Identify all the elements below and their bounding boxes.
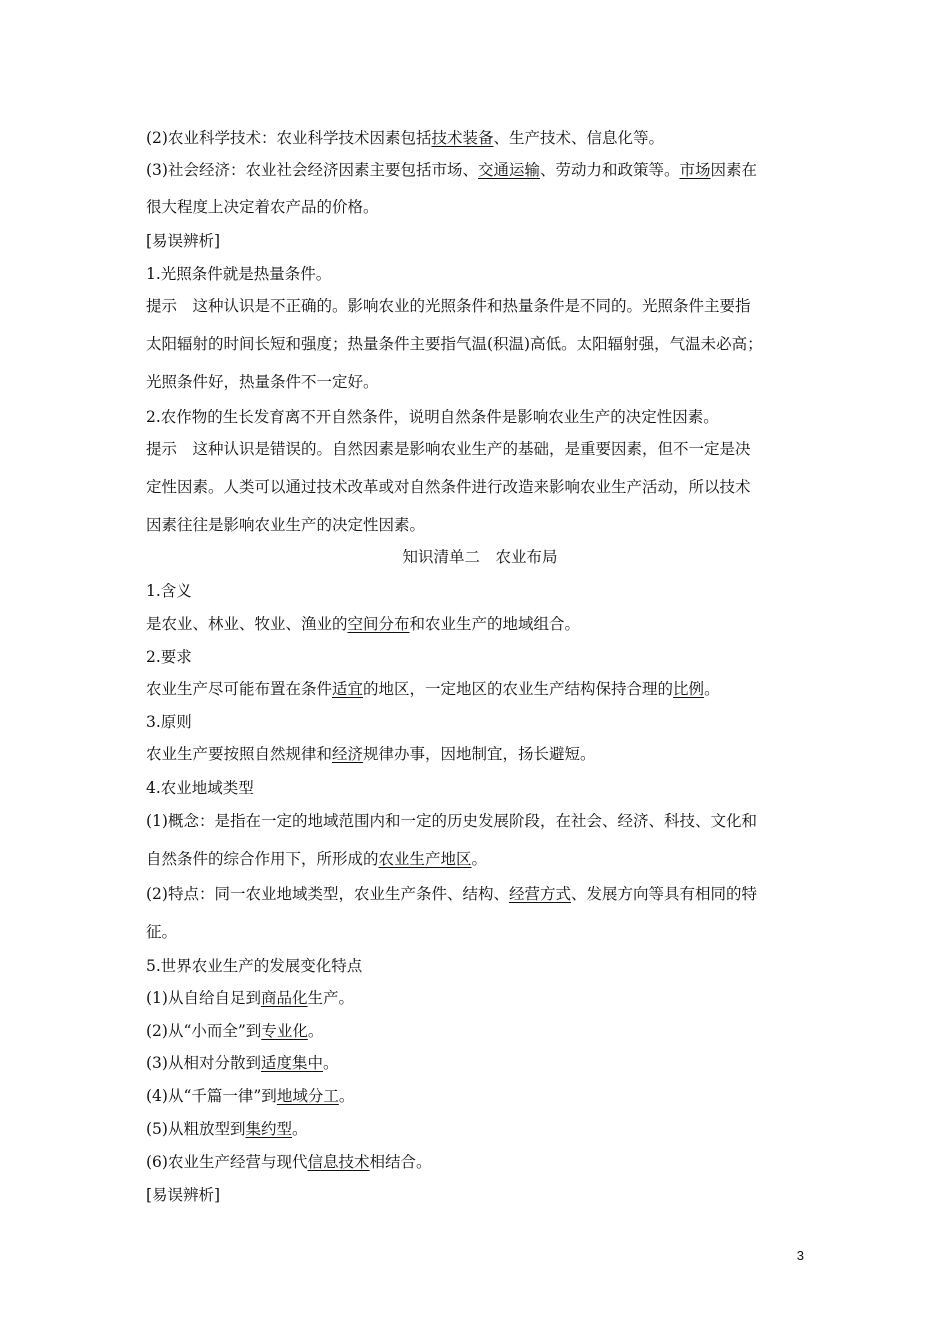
section-title bbox=[146, 547, 814, 567]
text-line bbox=[146, 811, 757, 831]
text-segment: 。 bbox=[471, 850, 488, 868]
text-segment: 定性因素。人类可以通过技术改革或对自然条件进行改造来影响农业生产活动，所以技术 bbox=[146, 478, 751, 496]
text-line bbox=[146, 296, 751, 316]
text-line bbox=[146, 581, 192, 601]
text-segment: 1.含义 bbox=[146, 582, 192, 600]
text-segment: 的地区，一定地区的农业生产结构保持合理的 bbox=[363, 680, 674, 698]
text-segment: 规律办事，因地制宜，扬长避短。 bbox=[363, 745, 596, 763]
text-segment: 、生产技术、信息化等。 bbox=[493, 129, 664, 147]
text-segment: 农业生产尽可能布置在条件 bbox=[146, 680, 333, 698]
text-segment: 5.世界农业生产的发展变化特点 bbox=[146, 957, 363, 975]
text-line bbox=[146, 197, 379, 217]
text-segment: 征。 bbox=[146, 923, 178, 941]
underlined-term: 农业生产地区 bbox=[378, 850, 472, 868]
text-segment: 提示 这种认识是不正确的。影响农业的光照条件和热量条件是不同的。光照条件主要指 bbox=[146, 297, 751, 315]
text-line bbox=[146, 231, 220, 251]
text-segment: (6)农业生产经营与现代 bbox=[146, 1153, 308, 1171]
text-line bbox=[146, 477, 751, 497]
text-segment: 4.农业地域类型 bbox=[146, 779, 254, 797]
text-segment: 生产。 bbox=[307, 989, 354, 1007]
text-segment: 2.农作物的生长发育离不开自然条件，说明自然条件是影响农业生产的决定性因素。 bbox=[146, 408, 719, 426]
text-segment: (5)从粗放型到 bbox=[146, 1120, 246, 1138]
text-line bbox=[146, 778, 254, 798]
underlined-term: 空间分布 bbox=[347, 615, 410, 633]
underlined-term: 适宜 bbox=[332, 680, 364, 698]
text-segment: 2.要求 bbox=[146, 648, 192, 666]
text-line bbox=[146, 1021, 323, 1041]
text-segment: 知识清单二 农业布局 bbox=[402, 548, 558, 566]
underlined-term: 集约型 bbox=[245, 1120, 292, 1138]
underlined-term: 比例 bbox=[673, 680, 705, 698]
text-line bbox=[146, 1053, 339, 1073]
text-segment: 、劳动力和政策等。 bbox=[539, 161, 680, 179]
text-segment: (2)从“小而全”到 bbox=[146, 1022, 262, 1040]
text-line bbox=[146, 744, 596, 764]
text-segment: 太阳辐射的时间长短和强度；热量条件主要指气温(积温)高低。太阳辐射强，气温未必高； bbox=[146, 335, 763, 353]
underlined-term: 经营方式 bbox=[508, 885, 571, 903]
underlined-term: 经济 bbox=[332, 745, 364, 763]
text-segment: 。 bbox=[322, 1054, 339, 1072]
text-line bbox=[146, 1185, 220, 1205]
underlined-term: 适度集中 bbox=[260, 1054, 323, 1072]
text-line bbox=[146, 884, 757, 904]
text-segment: 因素往往是影响农业生产的决定性因素。 bbox=[146, 516, 426, 534]
underlined-term: 技术装备 bbox=[431, 129, 494, 147]
text-line bbox=[146, 647, 192, 667]
text-segment: (1)概念：是指在一定的地域范围内和一定的历史发展阶段，在社会、经济、科技、文化和 bbox=[146, 812, 757, 830]
text-line bbox=[146, 679, 720, 699]
underlined-term: 商品化 bbox=[260, 989, 308, 1007]
text-line bbox=[146, 1152, 432, 1172]
text-segment: 相结合。 bbox=[369, 1153, 432, 1171]
text-line bbox=[146, 160, 757, 180]
text-line bbox=[146, 439, 751, 459]
text-line bbox=[146, 334, 763, 354]
text-line bbox=[146, 372, 379, 392]
text-line bbox=[146, 264, 331, 284]
text-segment: 和农业生产的地域组合。 bbox=[409, 615, 581, 633]
underlined-term: 交通运输 bbox=[477, 161, 540, 179]
text-line bbox=[146, 1086, 354, 1106]
underlined-term: 市场 bbox=[679, 161, 711, 179]
text-segment: [易误辨析] bbox=[146, 232, 221, 250]
text-segment: 农业生产要按照自然规律和 bbox=[146, 745, 333, 763]
text-segment: (2)农业科学技术：农业科学技术因素包括 bbox=[146, 129, 432, 147]
text-line bbox=[146, 712, 192, 732]
text-segment: (3)从相对分散到 bbox=[146, 1054, 261, 1072]
text-segment: [易误辨析] bbox=[146, 1186, 221, 1204]
text-line bbox=[146, 956, 362, 976]
text-line bbox=[146, 515, 425, 535]
text-segment: 3.原则 bbox=[146, 713, 192, 731]
page-number: 3 bbox=[796, 1248, 804, 1263]
text-segment: 很大程度上决定着农产品的价格。 bbox=[146, 198, 379, 216]
text-line bbox=[146, 128, 664, 148]
text-line bbox=[146, 407, 719, 427]
text-segment: 。 bbox=[291, 1120, 308, 1138]
text-segment: (4)从“千篇一律”到 bbox=[146, 1087, 277, 1105]
text-segment: 是农业、林业、牧业、渔业的 bbox=[146, 615, 348, 633]
text-segment: (3)社会经济：农业社会经济因素主要包括市场、 bbox=[146, 161, 478, 179]
text-segment: 。 bbox=[307, 1022, 324, 1040]
text-line bbox=[146, 988, 354, 1008]
text-segment: 。 bbox=[704, 680, 720, 698]
text-segment: 因素在 bbox=[710, 161, 758, 179]
text-segment: 提示 这种认识是错误的。自然因素是影响农业生产的基础，是重要因素，但不一定是决 bbox=[146, 440, 751, 458]
text-line bbox=[146, 922, 177, 942]
text-segment: 光照条件好，热量条件不一定好。 bbox=[146, 373, 379, 391]
text-segment: 。 bbox=[338, 1087, 355, 1105]
text-line bbox=[146, 849, 487, 869]
text-segment: 、发展方向等具有相同的特 bbox=[570, 885, 757, 903]
text-segment: 自然条件的综合作用下，所形成的 bbox=[146, 850, 379, 868]
underlined-term: 专业化 bbox=[261, 1022, 308, 1040]
text-segment: 1.光照条件就是热量条件。 bbox=[146, 265, 332, 283]
text-line bbox=[146, 614, 580, 634]
text-segment: (1)从自给自足到 bbox=[146, 989, 261, 1007]
text-line bbox=[146, 1119, 308, 1139]
underlined-term: 信息技术 bbox=[307, 1153, 370, 1171]
underlined-term: 地域分工 bbox=[276, 1087, 339, 1105]
text-segment: (2)特点：同一农业地域类型，农业生产条件、结构、 bbox=[146, 885, 509, 903]
